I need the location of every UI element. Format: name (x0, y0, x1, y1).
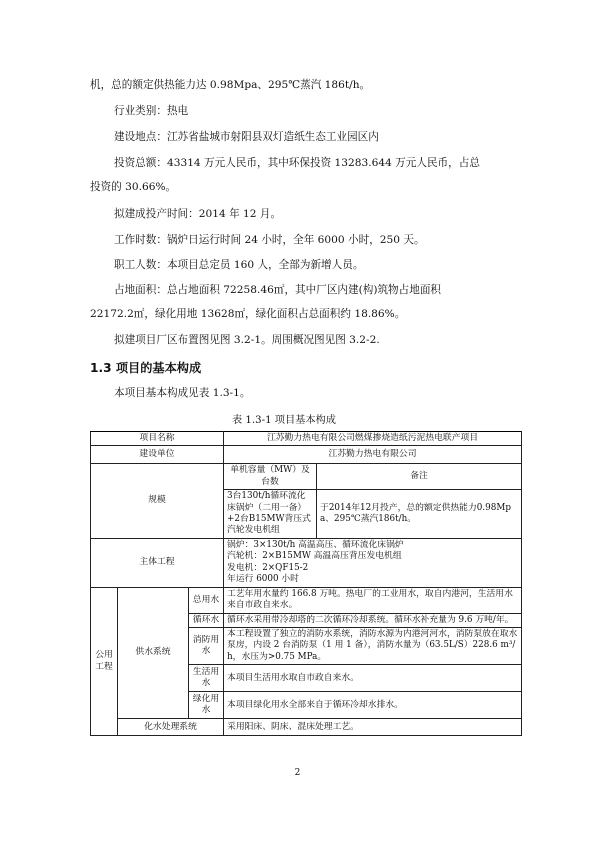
chemical-water-value: 采用阳床、阴床、混床处理工艺。 (224, 719, 522, 736)
paragraph-area-cont: 22172.2㎡，绿化用地 13628㎡，绿化面积占总面积约 18.86%。 (90, 308, 406, 320)
table-row (91, 446, 522, 464)
scale-label: 规模 (91, 464, 224, 538)
paragraph-investment: 投资总额：43314 万元人民币，其中环保投资 13283.644 万元人民币，占总 (114, 157, 480, 169)
paragraph-area: 占地面积：总占地面积 72258.46㎡，其中厂区内建(构)筑物占地面积 (114, 284, 442, 296)
circulating-water-value: 循环水采用带冷却塔的二次循环冷却系统。循环水补充量为 9.6 万吨/年。 (224, 613, 522, 627)
section-heading: 1.3 项目的基本构成 (90, 361, 202, 375)
chemical-water-label: 化水处理系统 (118, 719, 224, 736)
paragraph-layout-figures: 拟建项目厂区布置图见图 3.2-1。周围概况图见图 3.2-2. (114, 334, 380, 346)
paragraph-production-date: 拟建成投产时间：2014 年 12 月。 (114, 208, 282, 220)
circulating-water-label: 循环水 (189, 613, 224, 627)
greening-water-value: 本项目绿化用水全部来自于循环冷却水排水。 (224, 692, 522, 719)
paragraph-investment-cont: 投资的 30.66%。 (90, 181, 177, 193)
main-works-turbine: 汽轮机：2×B15MW 高温高压背压发电机组 (227, 551, 402, 562)
public-works-label: 公用工程 (91, 587, 118, 735)
water-supply-label: 供水系统 (118, 587, 189, 718)
domestic-water-label: 生活用水 (189, 665, 224, 692)
table-row (91, 432, 522, 446)
main-works-generator: 发电机：2×QF15-2 (227, 562, 309, 573)
scale-header-capacity: 单机容量（MW）及台数 (224, 464, 317, 490)
fire-water-label: 消防用水 (189, 628, 224, 665)
scale-header-remark: 备注 (317, 464, 522, 490)
paragraph-location: 建设地点：江苏省盐城市射阳县双灯造纸生态工业园区内 (114, 131, 379, 143)
scale-capacity-value: 3台130t/h循环流化床锅炉（二用一备）+2台B15MW背压式汽轮发电机组 (224, 490, 317, 539)
builder-label: 建设单位 (91, 446, 224, 464)
page-number: 2 (294, 768, 301, 778)
main-works-value (224, 538, 522, 587)
fire-water-value: 本工程设置了独立的消防水系统，消防水源为内港河河水，消防泵放在取水泵房，内设 2 台消防泵（1 用 1 备），消防水量为（63.5L/S）228.6 m³/h，水压为>0.75 MPa。 (224, 628, 522, 665)
greening-water-label: 绿化用水 (189, 692, 224, 719)
table-row (91, 538, 522, 587)
project-name-value: 江苏勤力热电有限公司燃煤掺烧造纸污泥热电联产项目 (224, 432, 522, 446)
paragraph-heat-capacity: 机，总的额定供热能力达 0.98Mpa、295℃蒸汽 186t/h。 (90, 79, 371, 91)
table-row (91, 587, 522, 613)
paragraph-working-hours: 工作时数：锅炉日运行时间 24 小时，全年 6000 小时，250 天。 (114, 234, 425, 246)
main-works-boiler: 锅炉：3×130t/h 高温高压、循环流化床锅炉 (227, 540, 404, 551)
total-water-label: 总用水 (189, 587, 224, 613)
builder-value: 江苏勤力热电有限公司 (224, 446, 522, 464)
paragraph-staff: 职工人数：本项目总定员 160 人，全部为新增人员。 (114, 259, 364, 271)
total-water-value: 工艺年用水量约 166.8 万吨。热电厂的工业用水，取自内港河，生活用水来自市政自来水。 (224, 587, 522, 613)
section-intro: 本项目基本构成见表 1.3-1。 (114, 387, 251, 399)
table-caption: 表 1.3-1 项目基本构成 (232, 415, 336, 426)
table-row (91, 719, 522, 736)
main-works-label: 主体工程 (91, 538, 224, 587)
domestic-water-value: 本项目生活用水取自市政自来水。 (224, 665, 522, 692)
project-composition-table (90, 431, 522, 736)
paragraph-industry: 行业类别：热电 (114, 105, 189, 117)
project-name-label: 项目名称 (91, 432, 224, 446)
table-row (91, 464, 522, 490)
main-works-hours: 年运行 6000 小时 (227, 574, 299, 585)
scale-remark-value: 于2014年12月投产，总的额定供热能力0.98Mpa、295℃蒸汽186t/h。 (317, 490, 522, 539)
